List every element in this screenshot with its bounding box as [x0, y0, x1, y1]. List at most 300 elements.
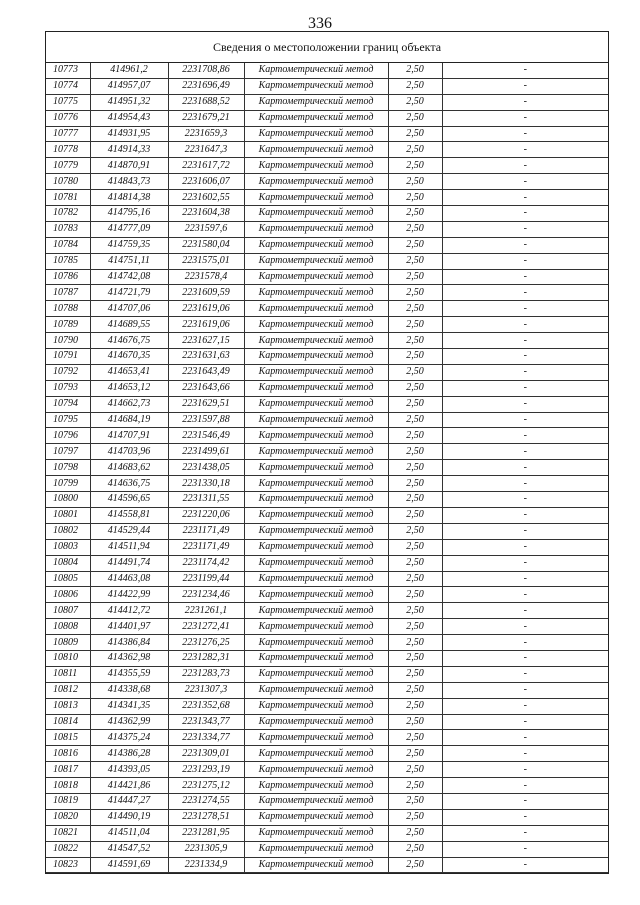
cell-coord-y: 2231261,1 — [168, 603, 244, 619]
cell-method: Картометрический метод — [244, 206, 388, 222]
cell-accuracy: 2,50 — [388, 778, 442, 794]
cell-description: - — [442, 142, 608, 158]
cell-description: - — [442, 364, 608, 380]
cell-description: - — [442, 126, 608, 142]
cell-method: Картометрический метод — [244, 63, 388, 78]
cell-accuracy: 2,50 — [388, 698, 442, 714]
cell-method: Картометрический метод — [244, 412, 388, 428]
cell-point-number: 10805 — [46, 571, 90, 587]
cell-coord-y: 2231659,3 — [168, 126, 244, 142]
cell-description: - — [442, 523, 608, 539]
cell-coord-y: 2231597,6 — [168, 221, 244, 237]
cell-description: - — [442, 412, 608, 428]
cell-coord-y: 2231647,3 — [168, 142, 244, 158]
cell-coord-y: 2231278,51 — [168, 809, 244, 825]
cell-description: - — [442, 635, 608, 651]
cell-description: - — [442, 650, 608, 666]
table-row — [46, 412, 608, 428]
table-row — [46, 174, 608, 190]
cell-coord-x: 414914,33 — [90, 142, 168, 158]
cell-method: Картометрический метод — [244, 857, 388, 873]
cell-coord-y: 2231578,4 — [168, 269, 244, 285]
cell-coord-x: 414447,27 — [90, 793, 168, 809]
cell-coord-x: 414683,62 — [90, 460, 168, 476]
cell-description: - — [442, 841, 608, 857]
cell-coord-x: 414870,91 — [90, 158, 168, 174]
cell-coord-x: 414653,12 — [90, 380, 168, 396]
cell-coord-x: 414375,24 — [90, 730, 168, 746]
cell-method: Картометрический метод — [244, 110, 388, 126]
cell-coord-x: 414463,08 — [90, 571, 168, 587]
cell-method: Картометрический метод — [244, 301, 388, 317]
cell-accuracy: 2,50 — [388, 746, 442, 762]
cell-method: Картометрический метод — [244, 682, 388, 698]
cell-accuracy: 2,50 — [388, 507, 442, 523]
cell-coord-y: 2231606,07 — [168, 174, 244, 190]
cell-point-number: 10791 — [46, 349, 90, 365]
cell-coord-x: 414491,74 — [90, 555, 168, 571]
cell-accuracy: 2,50 — [388, 476, 442, 492]
cell-coord-x: 414653,41 — [90, 364, 168, 380]
cell-point-number: 10790 — [46, 333, 90, 349]
cell-coord-y: 2231629,51 — [168, 396, 244, 412]
cell-method: Картометрический метод — [244, 269, 388, 285]
cell-accuracy: 2,50 — [388, 221, 442, 237]
cell-point-number: 10801 — [46, 507, 90, 523]
cell-coord-y: 2231281,95 — [168, 825, 244, 841]
cell-accuracy: 2,50 — [388, 285, 442, 301]
cell-point-number: 10808 — [46, 619, 90, 635]
cell-coord-x: 414490,19 — [90, 809, 168, 825]
cell-accuracy: 2,50 — [388, 333, 442, 349]
cell-method: Картометрический метод — [244, 698, 388, 714]
table-body — [46, 63, 608, 873]
table-row — [46, 253, 608, 269]
cell-method: Картометрический метод — [244, 94, 388, 110]
cell-point-number: 10798 — [46, 460, 90, 476]
cell-method: Картометрический метод — [244, 349, 388, 365]
cell-accuracy: 2,50 — [388, 555, 442, 571]
cell-point-number: 10773 — [46, 63, 90, 78]
table-row — [46, 635, 608, 651]
cell-accuracy: 2,50 — [388, 539, 442, 555]
cell-coord-y: 2231499,61 — [168, 444, 244, 460]
cell-point-number: 10804 — [46, 555, 90, 571]
cell-coord-y: 2231546,49 — [168, 428, 244, 444]
cell-coord-x: 414670,35 — [90, 349, 168, 365]
cell-description: - — [442, 857, 608, 873]
cell-coord-y: 2231311,55 — [168, 492, 244, 508]
cell-coord-x: 414707,91 — [90, 428, 168, 444]
cell-coord-y: 2231643,66 — [168, 380, 244, 396]
cell-description: - — [442, 206, 608, 222]
cell-coord-x: 414689,55 — [90, 317, 168, 333]
cell-accuracy: 2,50 — [388, 825, 442, 841]
cell-method: Картометрический метод — [244, 285, 388, 301]
cell-point-number: 10810 — [46, 650, 90, 666]
table-row — [46, 778, 608, 794]
table-row — [46, 507, 608, 523]
cell-accuracy: 2,50 — [388, 142, 442, 158]
table-header: Сведения о местоположении границ объекта — [46, 32, 608, 63]
cell-coord-x: 414707,06 — [90, 301, 168, 317]
table-row — [46, 793, 608, 809]
cell-description: - — [442, 825, 608, 841]
cell-method: Картометрический метод — [244, 841, 388, 857]
cell-accuracy: 2,50 — [388, 444, 442, 460]
cell-point-number: 10786 — [46, 269, 90, 285]
cell-accuracy: 2,50 — [388, 412, 442, 428]
cell-coord-y: 2231220,06 — [168, 507, 244, 523]
cell-method: Картометрический метод — [244, 380, 388, 396]
table-row — [46, 444, 608, 460]
table-row — [46, 476, 608, 492]
cell-coord-x: 414422,99 — [90, 587, 168, 603]
cell-description: - — [442, 555, 608, 571]
cell-point-number: 10823 — [46, 857, 90, 873]
cell-point-number: 10817 — [46, 762, 90, 778]
cell-accuracy: 2,50 — [388, 110, 442, 126]
cell-coord-y: 2231199,44 — [168, 571, 244, 587]
cell-coord-x: 414547,52 — [90, 841, 168, 857]
cell-accuracy: 2,50 — [388, 841, 442, 857]
cell-description: - — [442, 221, 608, 237]
cell-coord-x: 414662,73 — [90, 396, 168, 412]
table-row — [46, 809, 608, 825]
cell-accuracy: 2,50 — [388, 619, 442, 635]
cell-method: Картометрический метод — [244, 650, 388, 666]
cell-description: - — [442, 63, 608, 78]
table-row — [46, 94, 608, 110]
cell-coord-x: 414596,65 — [90, 492, 168, 508]
table-row — [46, 285, 608, 301]
cell-point-number: 10795 — [46, 412, 90, 428]
cell-method: Картометрический метод — [244, 476, 388, 492]
cell-description: - — [442, 809, 608, 825]
cell-accuracy: 2,50 — [388, 809, 442, 825]
cell-point-number: 10777 — [46, 126, 90, 142]
cell-point-number: 10793 — [46, 380, 90, 396]
cell-description: - — [442, 603, 608, 619]
cell-description: - — [442, 460, 608, 476]
cell-point-number: 10807 — [46, 603, 90, 619]
cell-point-number: 10784 — [46, 237, 90, 253]
cell-description: - — [442, 682, 608, 698]
cell-accuracy: 2,50 — [388, 94, 442, 110]
table-row — [46, 460, 608, 476]
cell-point-number: 10779 — [46, 158, 90, 174]
cell-coord-y: 2231438,05 — [168, 460, 244, 476]
cell-description: - — [442, 396, 608, 412]
cell-coord-x: 414393,05 — [90, 762, 168, 778]
table-row — [46, 619, 608, 635]
cell-point-number: 10813 — [46, 698, 90, 714]
cell-method: Картометрический метод — [244, 746, 388, 762]
cell-description: - — [442, 237, 608, 253]
cell-coord-x: 414676,75 — [90, 333, 168, 349]
cell-accuracy: 2,50 — [388, 190, 442, 206]
table-row — [46, 221, 608, 237]
cell-method: Картометрический метод — [244, 253, 388, 269]
page-number: 336 — [308, 15, 332, 32]
cell-method: Картометрический метод — [244, 730, 388, 746]
table-row — [46, 63, 608, 78]
cell-coord-y: 2231627,15 — [168, 333, 244, 349]
cell-accuracy: 2,50 — [388, 523, 442, 539]
table-row — [46, 78, 608, 94]
cell-coord-x: 414751,11 — [90, 253, 168, 269]
cell-coord-y: 2231334,9 — [168, 857, 244, 873]
table-row — [46, 698, 608, 714]
cell-method: Картометрический метод — [244, 396, 388, 412]
table-row — [46, 492, 608, 508]
cell-point-number: 10780 — [46, 174, 90, 190]
table-row — [46, 555, 608, 571]
cell-coord-x: 414759,35 — [90, 237, 168, 253]
cell-accuracy: 2,50 — [388, 364, 442, 380]
cell-coord-x: 414742,08 — [90, 269, 168, 285]
cell-accuracy: 2,50 — [388, 650, 442, 666]
cell-description: - — [442, 285, 608, 301]
table-row — [46, 666, 608, 682]
cell-description: - — [442, 507, 608, 523]
table-row — [46, 539, 608, 555]
table-row — [46, 237, 608, 253]
cell-coord-x: 414386,84 — [90, 635, 168, 651]
table-row — [46, 190, 608, 206]
cell-description: - — [442, 714, 608, 730]
table-row — [46, 523, 608, 539]
cell-point-number: 10800 — [46, 492, 90, 508]
cell-method: Картометрический метод — [244, 714, 388, 730]
table-row — [46, 380, 608, 396]
cell-point-number: 10783 — [46, 221, 90, 237]
cell-coord-y: 2231305,9 — [168, 841, 244, 857]
cell-point-number: 10785 — [46, 253, 90, 269]
cell-coord-y: 2231272,41 — [168, 619, 244, 635]
cell-description: - — [442, 333, 608, 349]
cell-coord-y: 2231575,01 — [168, 253, 244, 269]
cell-method: Картометрический метод — [244, 762, 388, 778]
cell-coord-x: 414355,59 — [90, 666, 168, 682]
table-row — [46, 126, 608, 142]
cell-method: Картометрический метод — [244, 778, 388, 794]
cell-point-number: 10796 — [46, 428, 90, 444]
boundary-table-sheet — [45, 31, 609, 874]
cell-accuracy: 2,50 — [388, 460, 442, 476]
cell-coord-y: 2231343,77 — [168, 714, 244, 730]
cell-coord-y: 2231619,06 — [168, 317, 244, 333]
cell-accuracy: 2,50 — [388, 396, 442, 412]
cell-coord-y: 2231631,63 — [168, 349, 244, 365]
cell-accuracy: 2,50 — [388, 380, 442, 396]
cell-coord-x: 414931,95 — [90, 126, 168, 142]
cell-coord-x: 414421,86 — [90, 778, 168, 794]
cell-coord-y: 2231696,49 — [168, 78, 244, 94]
table-row — [46, 714, 608, 730]
cell-coord-x: 414954,43 — [90, 110, 168, 126]
cell-description: - — [442, 94, 608, 110]
cell-coord-y: 2231171,49 — [168, 523, 244, 539]
cell-accuracy: 2,50 — [388, 126, 442, 142]
cell-description: - — [442, 253, 608, 269]
cell-coord-y: 2231171,49 — [168, 539, 244, 555]
table-row — [46, 206, 608, 222]
cell-coord-y: 2231309,01 — [168, 746, 244, 762]
cell-description: - — [442, 698, 608, 714]
cell-description: - — [442, 301, 608, 317]
cell-method: Картометрический метод — [244, 317, 388, 333]
cell-coord-y: 2231708,86 — [168, 63, 244, 78]
cell-coord-x: 414636,75 — [90, 476, 168, 492]
cell-accuracy: 2,50 — [388, 666, 442, 682]
cell-coord-x: 414684,19 — [90, 412, 168, 428]
cell-coord-x: 414591,69 — [90, 857, 168, 873]
cell-accuracy: 2,50 — [388, 492, 442, 508]
cell-coord-x: 414961,2 — [90, 63, 168, 78]
cell-accuracy: 2,50 — [388, 603, 442, 619]
cell-method: Картометрический метод — [244, 603, 388, 619]
table-row — [46, 158, 608, 174]
table-row — [46, 841, 608, 857]
cell-accuracy: 2,50 — [388, 635, 442, 651]
cell-accuracy: 2,50 — [388, 587, 442, 603]
cell-method: Картометрический метод — [244, 507, 388, 523]
cell-description: - — [442, 428, 608, 444]
cell-description: - — [442, 190, 608, 206]
table-row — [46, 110, 608, 126]
cell-method: Картометрический метод — [244, 174, 388, 190]
cell-method: Картометрический метод — [244, 619, 388, 635]
cell-coord-y: 2231174,42 — [168, 555, 244, 571]
table-row — [46, 142, 608, 158]
table-row — [46, 746, 608, 762]
cell-method: Картометрический метод — [244, 635, 388, 651]
cell-coord-y: 2231617,72 — [168, 158, 244, 174]
cell-accuracy: 2,50 — [388, 349, 442, 365]
cell-description: - — [442, 793, 608, 809]
cell-method: Картометрический метод — [244, 78, 388, 94]
table-row — [46, 301, 608, 317]
cell-accuracy: 2,50 — [388, 317, 442, 333]
cell-accuracy: 2,50 — [388, 793, 442, 809]
cell-accuracy: 2,50 — [388, 571, 442, 587]
cell-method: Картометрический метод — [244, 539, 388, 555]
cell-point-number: 10802 — [46, 523, 90, 539]
cell-coord-y: 2231597,88 — [168, 412, 244, 428]
cell-coord-x: 414957,07 — [90, 78, 168, 94]
table-row — [46, 603, 608, 619]
table-row — [46, 317, 608, 333]
cell-point-number: 10811 — [46, 666, 90, 682]
cell-method: Картометрический метод — [244, 190, 388, 206]
cell-accuracy: 2,50 — [388, 428, 442, 444]
cell-description: - — [442, 587, 608, 603]
cell-point-number: 10806 — [46, 587, 90, 603]
table-row — [46, 857, 608, 873]
cell-coord-x: 414814,38 — [90, 190, 168, 206]
cell-coord-x: 414843,73 — [90, 174, 168, 190]
cell-description: - — [442, 619, 608, 635]
cell-coord-x: 414341,35 — [90, 698, 168, 714]
cell-point-number: 10778 — [46, 142, 90, 158]
table-row — [46, 587, 608, 603]
cell-method: Картометрический метод — [244, 333, 388, 349]
table-row — [46, 571, 608, 587]
table-row — [46, 349, 608, 365]
cell-method: Картометрический метод — [244, 126, 388, 142]
cell-method: Картометрический метод — [244, 571, 388, 587]
cell-point-number: 10782 — [46, 206, 90, 222]
cell-coord-y: 2231643,49 — [168, 364, 244, 380]
cell-accuracy: 2,50 — [388, 206, 442, 222]
cell-description: - — [442, 571, 608, 587]
cell-method: Картометрический метод — [244, 809, 388, 825]
table-row — [46, 269, 608, 285]
cell-point-number: 10812 — [46, 682, 90, 698]
cell-accuracy: 2,50 — [388, 762, 442, 778]
cell-accuracy: 2,50 — [388, 269, 442, 285]
cell-description: - — [442, 317, 608, 333]
cell-coord-x: 414721,79 — [90, 285, 168, 301]
cell-coord-x: 414511,94 — [90, 539, 168, 555]
cell-description: - — [442, 746, 608, 762]
cell-coord-x: 414362,98 — [90, 650, 168, 666]
cell-description: - — [442, 158, 608, 174]
table-row — [46, 825, 608, 841]
boundary-points-table — [46, 63, 608, 873]
table-row — [46, 650, 608, 666]
cell-description: - — [442, 380, 608, 396]
table-row — [46, 682, 608, 698]
cell-accuracy: 2,50 — [388, 301, 442, 317]
cell-coord-y: 2231352,68 — [168, 698, 244, 714]
table-row — [46, 762, 608, 778]
table-row — [46, 333, 608, 349]
cell-point-number: 10787 — [46, 285, 90, 301]
cell-coord-y: 2231619,06 — [168, 301, 244, 317]
cell-coord-y: 2231307,3 — [168, 682, 244, 698]
table-row — [46, 364, 608, 380]
cell-description: - — [442, 778, 608, 794]
cell-description: - — [442, 730, 608, 746]
cell-description: - — [442, 539, 608, 555]
cell-description: - — [442, 110, 608, 126]
cell-method: Картометрический метод — [244, 428, 388, 444]
cell-coord-x: 414386,28 — [90, 746, 168, 762]
cell-coord-y: 2231602,55 — [168, 190, 244, 206]
cell-point-number: 10809 — [46, 635, 90, 651]
cell-point-number: 10819 — [46, 793, 90, 809]
cell-description: - — [442, 269, 608, 285]
cell-coord-x: 414558,81 — [90, 507, 168, 523]
cell-coord-y: 2231234,46 — [168, 587, 244, 603]
cell-method: Картометрический метод — [244, 587, 388, 603]
cell-coord-x: 414795,16 — [90, 206, 168, 222]
cell-point-number: 10776 — [46, 110, 90, 126]
cell-coord-y: 2231688,52 — [168, 94, 244, 110]
cell-accuracy: 2,50 — [388, 682, 442, 698]
cell-point-number: 10803 — [46, 539, 90, 555]
table-row — [46, 428, 608, 444]
cell-accuracy: 2,50 — [388, 63, 442, 78]
cell-coord-y: 2231275,12 — [168, 778, 244, 794]
cell-accuracy: 2,50 — [388, 730, 442, 746]
cell-coord-y: 2231604,38 — [168, 206, 244, 222]
cell-accuracy: 2,50 — [388, 78, 442, 94]
cell-method: Картометрический метод — [244, 364, 388, 380]
table-row — [46, 396, 608, 412]
